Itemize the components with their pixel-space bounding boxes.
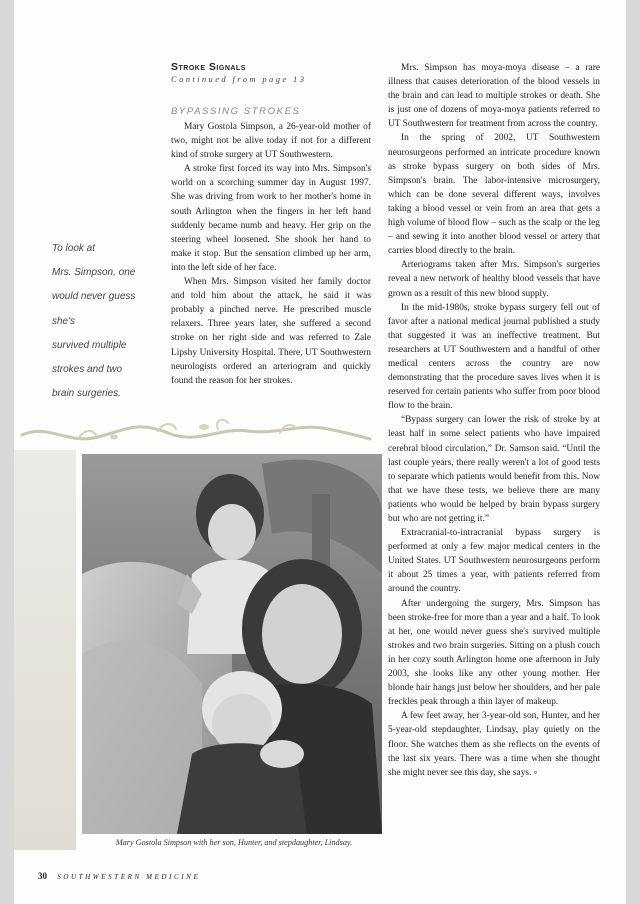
paragraph: After undergoing the surgery, Mrs. Simpson has been stroke-free for more than a year and a half. To look at her, one would never guess she's survived multiple strokes and two brain surgeries. Sitting on a plush couch in her cozy south Arlington home one afternoon in July 2003, she looks like any other young mother. Her blonde hair hangs just below her shoulders, and her pale freckles peak through a thin layer of makeup. bbox=[388, 598, 600, 708]
pull-quote-line: survived multiple bbox=[52, 339, 127, 351]
paragraph: A stroke first forced its way into Mrs. Simpson's world on a scorching summer day in August 1997. She was driving from work to her mother's home in south Arlington when the fingers in her left hand suddenly became numb and heavy. Her grip on the steering wheel loosened. She shook her hand to make it stop. But the sensation climbed up her arm, into the left side of her face. bbox=[171, 164, 371, 273]
continued-note: Continued from page 13 bbox=[171, 74, 307, 84]
paragraph: A few feet away, her 3-year-old son, Hunter, and her 5-year-old stepdaughter, Lindsay, play quietly on the floor. She watches them as she reflects on the events of the last six years. There was a time when she thought she might never see this day, she says. ▫ bbox=[388, 711, 600, 778]
pull-quote-line: To look at bbox=[52, 243, 95, 254]
paragraph: Mary Gostola Simpson, a 26-year-old mother of two, might not be alive today if not for a different kind of stroke surgery at UT Southwestern. bbox=[171, 122, 371, 161]
page-number: 30 bbox=[38, 871, 47, 881]
article-column-right bbox=[388, 61, 600, 780]
vine-ornament bbox=[18, 415, 372, 455]
article-column-left bbox=[171, 120, 371, 388]
paragraph: In the mid-1980s, stroke bypass surgery fell out of favor after a national medical journal published a study that suggested it was an ineffective treatment. But researchers at UT Southwestern and a handful of other medical centers across the country are now demonstrating that the procedure saves lives when it is reserved for certain patients who suffer from poor blood flow to the brain. bbox=[388, 302, 600, 412]
photo-caption: Mary Gostola Simpson with her son, Hunter, and stepdaughter, Lindsay. bbox=[115, 838, 353, 847]
paragraph: Extracranial-to-intracranial bypass surgery is performed at only a few major medical centers in the United States. UT Southwestern neurosurgeons perform it about 25 times a year, with patients referred from around the country. bbox=[388, 528, 600, 595]
paragraph: In the spring of 2002, UT Southwestern neurosurgeons performed an intricate procedure known as stroke bypass surgery on both sides of Mrs. Simpson's brain. The labor-intensive microsurgery, which can be done several different ways, involves taking a blood vessel or vein from an area that gets a high volume of blood flow – such as the scalp or the leg – and sewing it into another blood vessel or artery that carries blood directly to the brain. bbox=[388, 133, 600, 257]
page-footer bbox=[38, 871, 200, 881]
pull-quote-line: strokes and two bbox=[52, 363, 123, 375]
pull-quote-line: would never guess bbox=[52, 291, 136, 303]
pull-quote-line: Mrs. Simpson, one bbox=[52, 267, 136, 279]
pull-quote-line: brain surgeries. bbox=[52, 388, 121, 400]
paragraph: Arteriograms taken after Mrs. Simpson's surgeries reveal a new network of healthy blood vessels that have grown as a result of this new blood supply. bbox=[388, 260, 600, 299]
section-title: Stroke Signals bbox=[171, 61, 246, 73]
paragraph: Mrs. Simpson has moya-moya disease – a rare illness that causes deterioration of the blood vessels in the brain and can lead to multiple strokes or death. She is just one of dozens of moya-moya patients referred to UT Southwestern for treatment from across the country. bbox=[388, 63, 600, 130]
magazine-page bbox=[14, 0, 626, 904]
subheading: BYPASSING STROKES bbox=[171, 106, 301, 117]
paragraph: When Mrs. Simpson visited her family doctor and told him about the attack, he said it was probably a pinched nerve. He prescribed muscle relaxers. Three years later, she suffered a second stroke on her right side and was referred to Zale Lipshy University Hospital. There, UT Southwestern neurologists ordered an arteriogram and quickly found the reason for her strokes. bbox=[171, 277, 371, 386]
pull-quote-line: she's bbox=[52, 315, 76, 327]
pull-quote bbox=[52, 243, 162, 412]
magazine-name: SOUTHWESTERN MEDICINE bbox=[57, 873, 201, 881]
paragraph: “Bypass surgery can lower the risk of stroke by at least half in some select patients who have impaired cerebral blood circulation,” Dr. Samson said. “Until the last couple years, there really weren't a lot of good tests to separate which patients would benefit from this. Now that we have these tests, we believe there are many patients who would be helped by brain bypass surgery but who are not getting it.” bbox=[388, 415, 600, 524]
decorative-band bbox=[14, 450, 76, 850]
family-photo bbox=[82, 454, 382, 834]
